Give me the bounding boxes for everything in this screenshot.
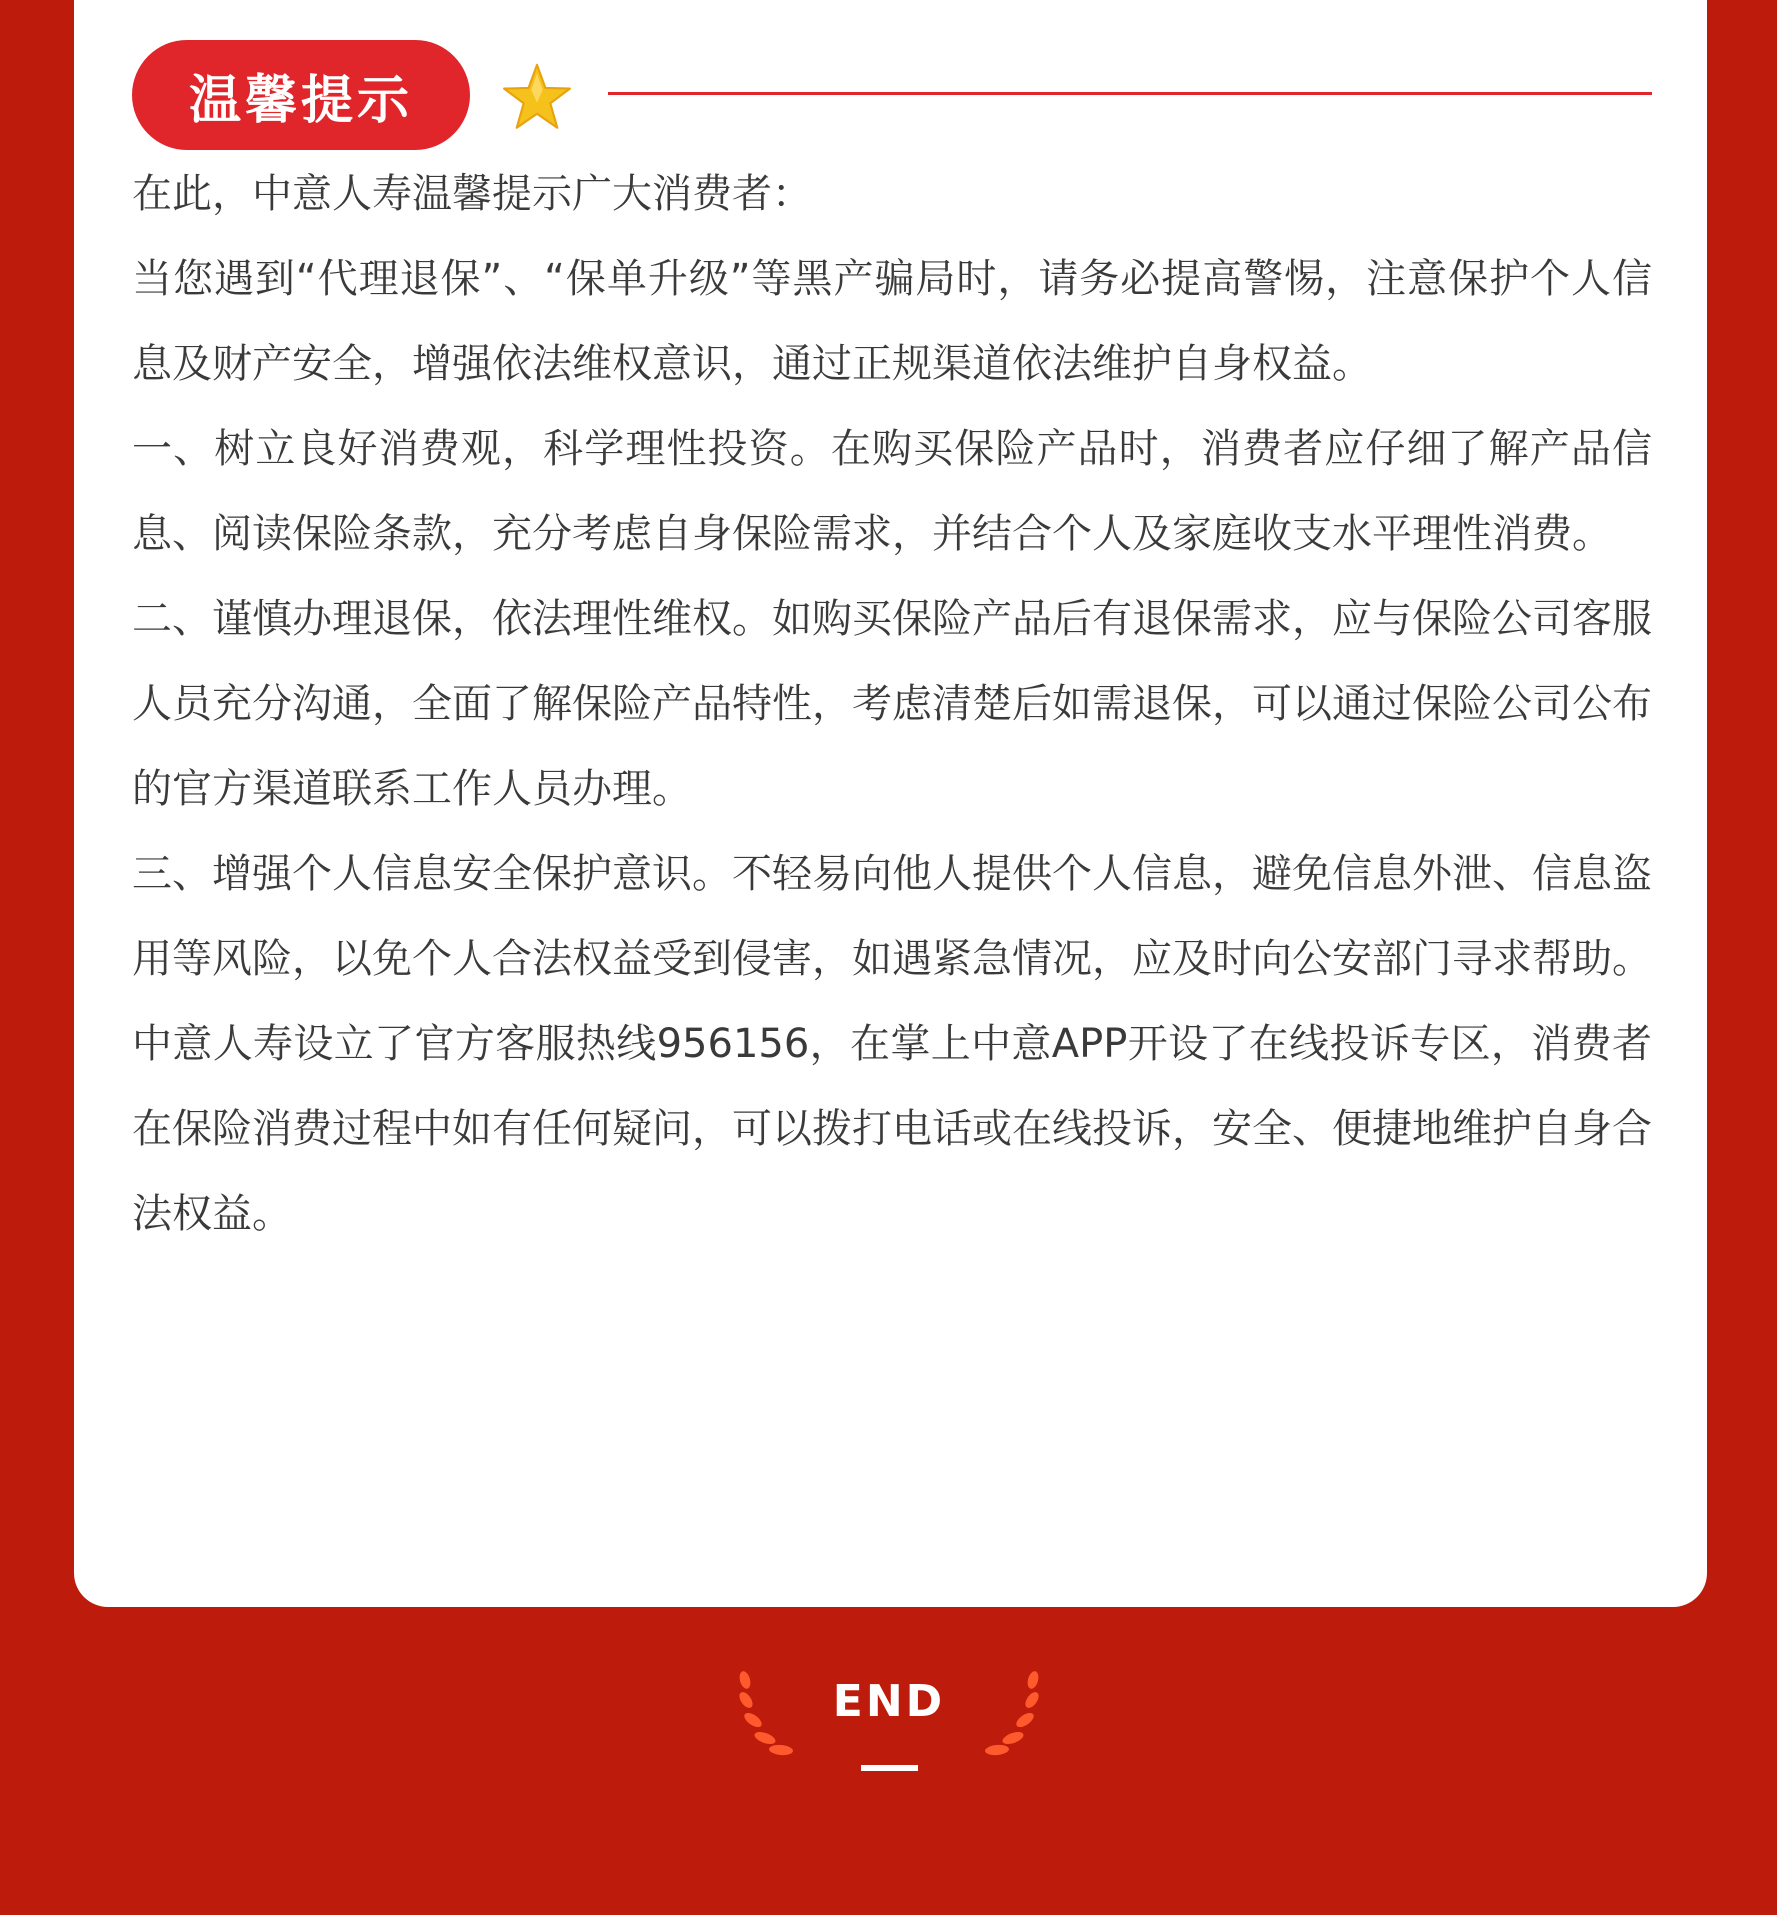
notice-body [132,152,1652,1257]
content-card [74,0,1707,1607]
laurel-right-icon [983,1668,1045,1764]
end-underline [861,1765,918,1771]
paragraph-hotline: 中意人寿设立了官方客服热线956156，在掌上中意APP开设了在线投诉专区，消费者在保险消费过程中如有任何疑问，可以拨打电话或在线投诉，安全、便捷地维护自身合法权益。 [132,1021,1652,1237]
section-title-badge: 温馨提示 [132,40,470,150]
star-icon [502,62,572,132]
paragraph-warning: 当您遇到“代理退保”、“保单升级”等黑产骗局时，请务必提高警惕，注意保护个人信息及财产安全，增强依法维权意识，通过正规渠道依法维护自身权益。 [132,256,1652,387]
section-header [132,40,1654,150]
paragraph-point-2: 二、谨慎办理退保，依法理性维权。如购买保险产品后有退保需求，应与保险公司客服人员充分沟通，全面了解保险产品特性，考虑清楚后如需退保，可以通过保险公司公布的官方渠道联系工作人员办理。 [132,596,1652,812]
paragraph-intro: 在此，中意人寿温馨提示广大消费者： [132,171,812,217]
paragraph-point-3: 三、增强个人信息安全保护意识。不轻易向他人提供个人信息，避免信息外泄、信息盗用等风险，以免个人合法权益受到侵害，如遇紧急情况，应及时向公安部门寻求帮助。 [132,851,1652,982]
end-marker [733,1668,1045,1774]
header-divider [608,92,1652,95]
end-label: END [832,1676,946,1727]
paragraph-point-1: 一、树立良好消费观，科学理性投资。在购买保险产品时，消费者应仔细了解产品信息、阅读保险条款，充分考虑自身保险需求，并结合个人及家庭收支水平理性消费。 [132,426,1652,557]
